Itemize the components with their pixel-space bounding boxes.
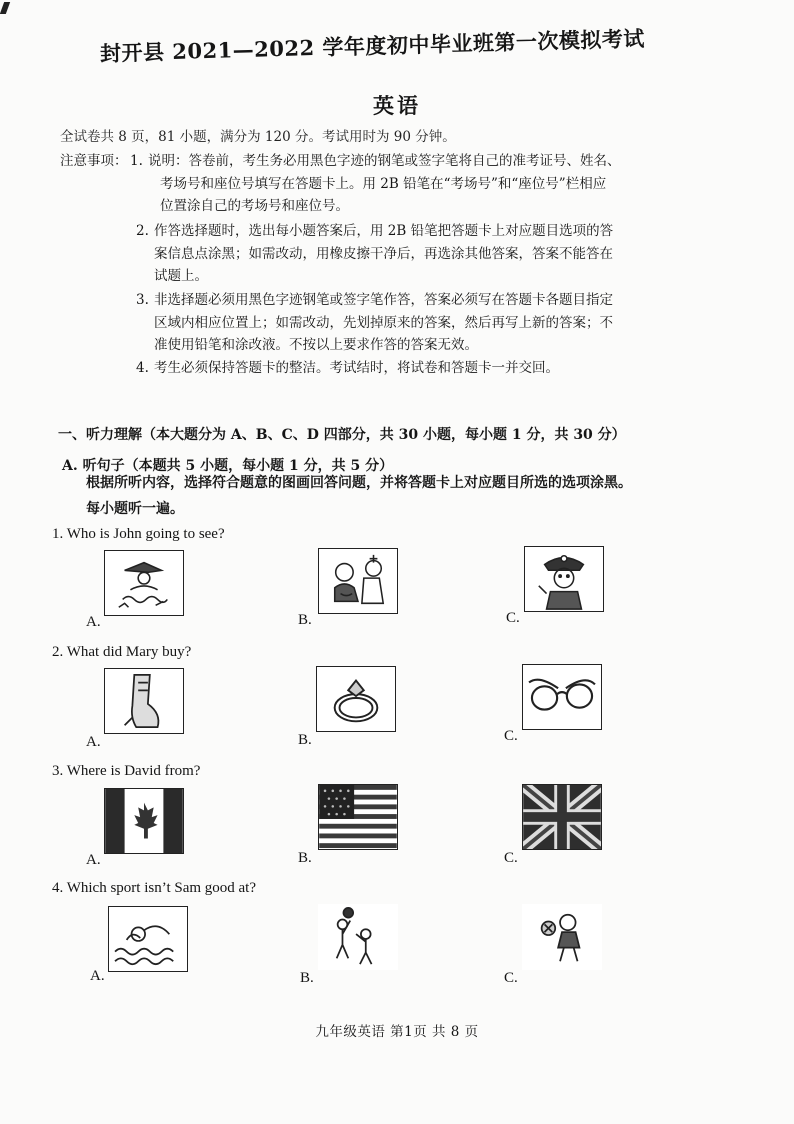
- usa-flag-icon[interactable]: [318, 784, 398, 850]
- notice-item-3: [136, 289, 736, 359]
- option-letter: B.: [298, 732, 312, 748]
- notice-item-number: 2.: [136, 223, 149, 239]
- question-3: 3. Where is David from?: [52, 763, 201, 779]
- exam-title: 封开县 2021—2022 学年度初中毕业班第一次模拟考试: [99, 25, 646, 66]
- subject-heading: 英语: [373, 93, 421, 118]
- notice-item-1: [130, 150, 730, 220]
- notice-intro: 全试卷共 8 页，81 小题，满分为 120 分。考试用时为 90 分钟。: [60, 129, 456, 145]
- cartoon-figure-icon[interactable]: [104, 550, 184, 616]
- question-1: 1. Who is John going to see?: [52, 526, 225, 542]
- doctor-patient-icon[interactable]: [318, 548, 398, 614]
- option-letter: B.: [300, 970, 314, 986]
- notice-label-row: [60, 150, 128, 173]
- scan-corner-mark: [0, 2, 10, 14]
- option-letter: A.: [90, 968, 105, 984]
- option-letter: C.: [504, 850, 518, 866]
- glasses-icon[interactable]: [522, 664, 602, 730]
- option-letter: A.: [86, 614, 101, 630]
- notice-item-line: 非选择题必须用黑色字迹钢笔或签字笔作答，答案必须写在答题卡各题目指定: [154, 292, 613, 308]
- page-footer: 九年级英语 第1页 共 8 页: [315, 1024, 479, 1040]
- notice-item-line: 作答选择题时，选出每小题答案后，用 2B 铅笔把答题卡上对应题目选项的答: [154, 223, 614, 239]
- exam-notice: [60, 126, 730, 148]
- ring-icon[interactable]: [316, 666, 396, 732]
- basketball-icon[interactable]: [318, 904, 398, 970]
- option-letter: A.: [86, 734, 101, 750]
- option-letter: C.: [504, 970, 518, 986]
- instruction-line: 每小题听一遍。: [86, 501, 184, 517]
- section-heading: 一、听力理解（本大题分为 A、B、C、D 四部分，共 30 小题，每小题 1 分，共 30 分）: [58, 427, 626, 443]
- notice-label: 注意事项：: [60, 153, 128, 169]
- notice-item-line: 考场号和座位号填写在答题卡上。用 2B 铅笔在“考场号”和“座位号”栏相应: [160, 175, 607, 192]
- swimming-icon[interactable]: [108, 906, 188, 972]
- instruction-line: 根据所听内容，选择符合题意的图画回答问题，并将答题卡上对应题目所选的选项涂黑。: [86, 475, 632, 491]
- notice-item-line: 准使用铅笔和涂改液。不按以上要求作答的答案无效。: [154, 337, 478, 353]
- option-letter: C.: [504, 728, 518, 744]
- police-officer-icon[interactable]: [524, 546, 604, 612]
- shoe-icon[interactable]: [104, 668, 184, 734]
- option-letter: C.: [506, 610, 520, 626]
- question-2: 2. What did Mary buy?: [52, 644, 192, 660]
- option-letter: B.: [298, 612, 312, 628]
- option-letter: B.: [298, 850, 312, 866]
- notice-item-line: 位置涂自己的考场号和座位号。: [160, 198, 349, 214]
- notice-item-number: 1.: [130, 153, 143, 169]
- notice-item-line: 考生必须保持答题卡的整洁。考试结时，将试卷和答题卡一并交回。: [154, 360, 559, 376]
- notice-item-line: 试题上。: [154, 268, 208, 284]
- notice-item-number: 3.: [136, 292, 149, 308]
- notice-item-line: 区域内相应位置上；如需改动，先划掉原来的答案，然后再写上新的答案；不: [154, 314, 613, 331]
- notice-item-2: [136, 220, 736, 290]
- part-a-heading: A. 听句子（本题共 5 小题，每小题 1 分，共 5 分）: [62, 458, 394, 474]
- notice-item-line: 说明：答卷前，考生务必用黑色字迹的钢笔或签字笔将自己的准考证号、姓名、: [148, 153, 621, 169]
- question-4: 4. Which sport isn’t Sam good at?: [52, 880, 257, 896]
- notice-item-4: [136, 357, 736, 381]
- football-icon[interactable]: [522, 904, 602, 970]
- notice-item-number: 4.: [136, 360, 149, 376]
- option-letter: A.: [86, 852, 101, 868]
- uk-flag-icon[interactable]: [522, 784, 602, 850]
- notice-item-line: 案信息点涂黑；如需改动，用橡皮擦干净后，再选涂其他答案，答案不能答在: [154, 245, 613, 262]
- canada-flag-icon[interactable]: [104, 788, 184, 854]
